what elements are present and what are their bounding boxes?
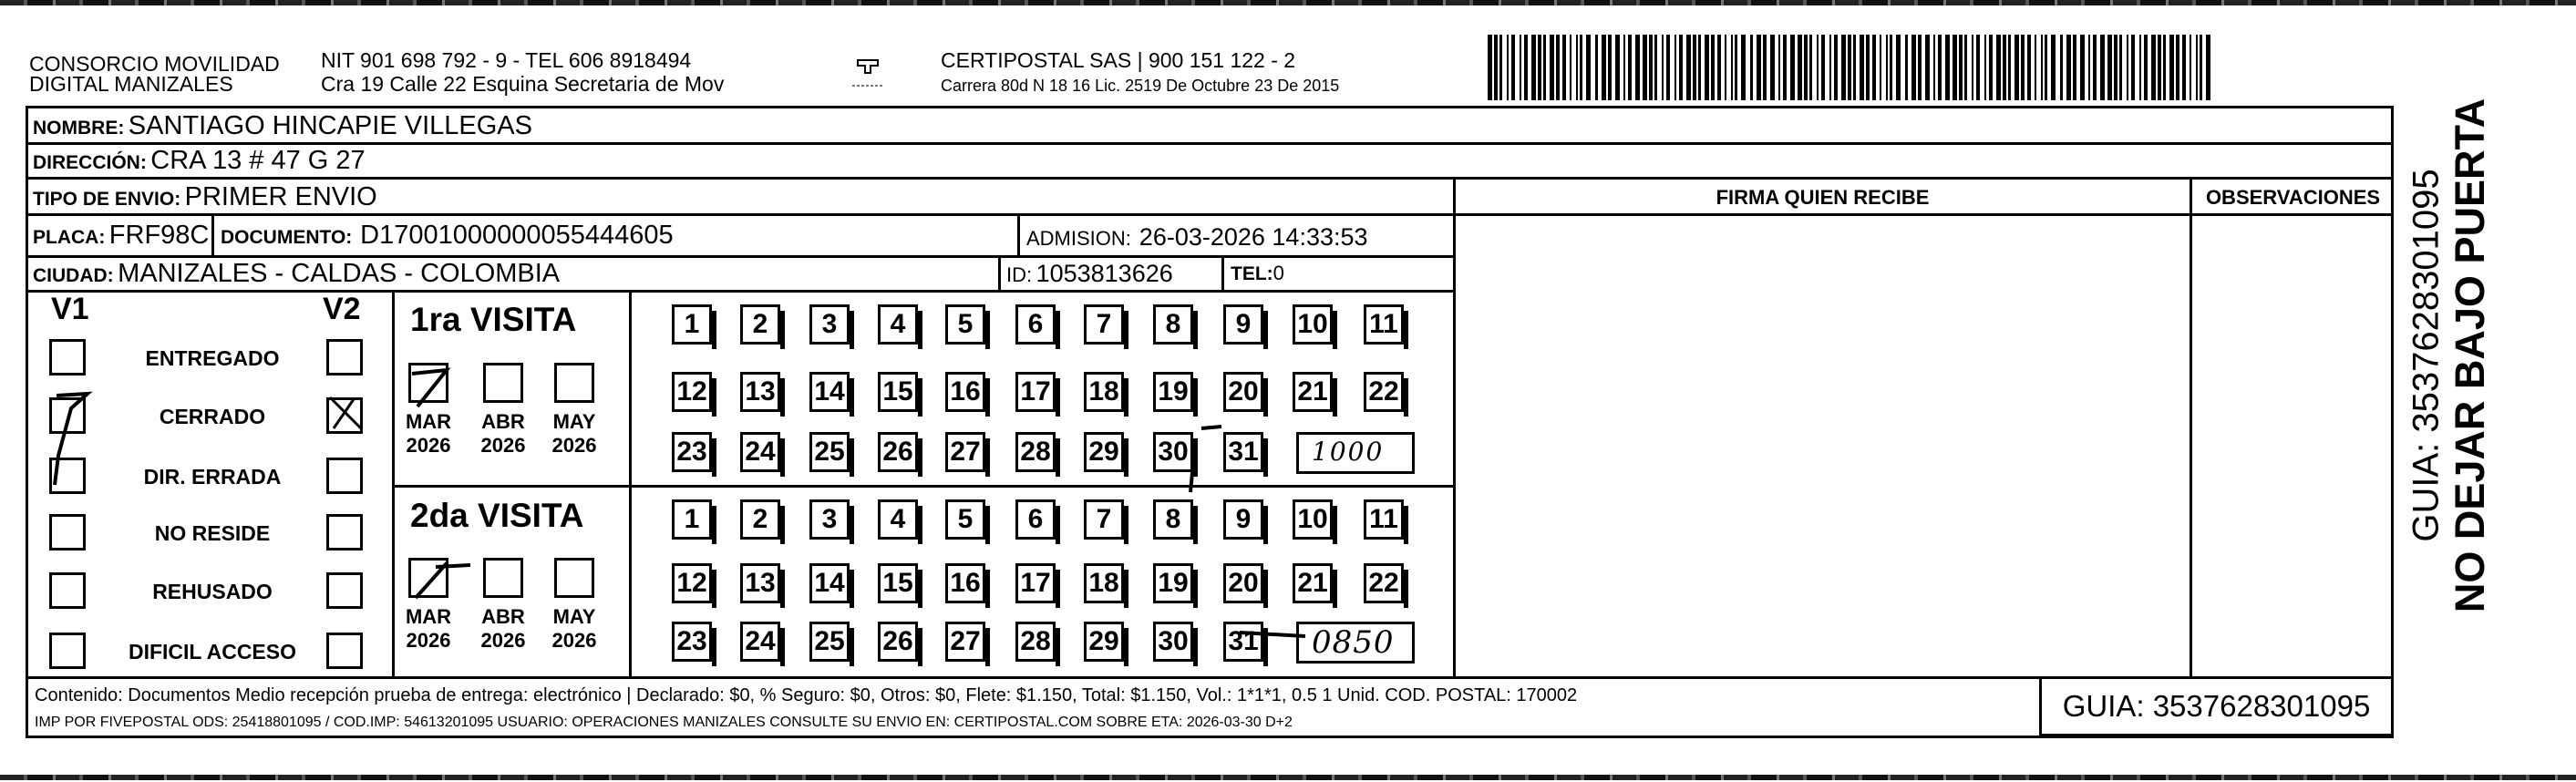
barcode-bar [1580,35,1582,100]
visit1-day-box[interactable]: 9 [1223,304,1263,345]
barcode-bar [1783,35,1787,100]
month-year: 2026 [406,629,451,652]
visit2-day-box[interactable]: 13 [740,563,780,603]
barcode-bar [1686,35,1691,100]
id-value: 1053813626 [1036,260,1173,287]
side-guia-number: GUIA: 3537628301095 [2406,169,2447,542]
barcode-bar [1499,35,1502,100]
visit2-day-box[interactable]: 9 [1223,499,1263,540]
visit1-day-box[interactable]: 18 [1084,372,1124,412]
v2-checkbox[interactable] [326,339,363,376]
company-address: Cra 19 Calle 22 Esquina Secretaria de Mov [321,72,725,96]
barcode-bar [1556,35,1560,100]
visit2-day-box[interactable]: 8 [1153,499,1193,540]
observaciones-header: OBSERVACIONES [2205,186,2381,209]
barcode-bar [1698,35,1701,100]
visit2-day-box[interactable]: 2 [740,499,780,540]
barcode-bar [1829,35,1831,100]
nombre-row [33,111,532,145]
barcode-bar [2066,35,2071,100]
firma-header: FIRMA QUIEN RECIBE [1716,186,1930,209]
barcode-bar [2196,35,2198,100]
barcode-bar [1959,35,1963,100]
ciudad-label: CIUDAD: [33,265,114,286]
barcode-bar [1905,35,1908,100]
status-label: NO RESIDE [154,521,271,545]
visit2-day-box[interactable]: 3 [809,499,850,540]
visit1-day-box[interactable]: 26 [878,432,918,472]
barcode-bar [1809,35,1812,100]
month-label [473,410,533,458]
visit2-day-box[interactable]: 26 [878,622,918,662]
visit2-day-box[interactable]: 14 [809,563,850,603]
barcode-bar [1866,35,1870,100]
barcode-bar [1595,35,1598,100]
month-year: 2026 [480,629,526,652]
visit1-time-box[interactable] [1296,432,1415,474]
barcode-bar [1520,35,1521,100]
barcode-bar [2008,35,2011,100]
month-checkbox[interactable] [554,363,594,403]
divider [26,177,2394,180]
barcode-bar [1538,35,1541,100]
barcode-bar [1984,35,1986,100]
tel-cell [1231,259,1284,291]
visit1-day-box[interactable]: 5 [945,304,985,345]
placa-cell [33,221,209,254]
barcode-bar [2206,35,2210,100]
tipo-envio-label: TIPO DE ENVIO: [33,189,181,210]
barcode-bar [1693,35,1696,100]
barcode-bar [2041,35,2043,100]
barcode-bar [1896,35,1901,100]
barcode-bar [2093,35,2097,100]
status-label: ENTREGADO [145,346,280,370]
divider [629,290,632,676]
barcode-bar [1918,35,1922,100]
barcode-bar [1662,35,1664,100]
barcode-bar [2169,35,2174,100]
month-label [398,605,459,653]
visit2-day-box[interactable]: 20 [1223,563,1263,603]
barcode-bar [2200,35,2202,100]
visit1-day-box[interactable]: 23 [672,432,712,472]
barcode-bar [1880,35,1881,100]
barcode-bar [1798,35,1802,100]
barcode-bar [1488,35,1492,100]
barcode-bar [1890,35,1892,100]
barcode-bar [2088,35,2090,100]
visit2-day-box[interactable]: 11 [1364,499,1404,540]
observations-area[interactable] [2192,216,2394,676]
barcode-bar [1570,35,1571,100]
barcode-bar [1804,35,1808,100]
id-label: ID: [1006,263,1033,286]
visit2-day-box[interactable]: 6 [1015,499,1056,540]
barcode-bar [1643,35,1647,100]
top-tear-edge [0,0,2576,5]
month-label [544,605,604,653]
barcode-bar [2003,35,2006,100]
month-year: 2026 [551,434,597,457]
barcode-bar [1649,35,1653,100]
divider [392,485,1455,488]
barcode-bar [1623,35,1625,100]
barcode-bar [1972,35,1973,100]
visit1-day-box[interactable]: 17 [1015,372,1056,412]
v2-checkbox[interactable] [326,633,363,669]
barcode-bar [1608,35,1612,100]
month-label [473,605,533,653]
visit2-day-box[interactable]: 12 [672,563,712,603]
visit2-day-box[interactable]: 16 [945,563,985,603]
ciudad-row [33,259,560,293]
visit1-day-box[interactable]: 6 [1015,304,1056,345]
visit1-day-box[interactable]: 13 [740,372,780,412]
barcode-bar [2080,35,2085,100]
visit2-day-box[interactable]: 18 [1084,563,1124,603]
barcode-bar [1494,35,1498,100]
nombre-value: SANTIAGO HINCAPIE VILLEGAS [128,111,532,140]
barcode-bar [1711,35,1715,100]
barcode-bar [1953,35,1957,100]
barcode-bar [1531,35,1536,100]
visit1-day-box[interactable]: 24 [740,432,780,472]
barcode-bar [2119,35,2122,100]
barcode-bar [2176,35,2179,100]
visit2-day-box[interactable]: 27 [945,622,985,662]
placa-value: FRF98C [108,221,210,250]
documento-label: DOCUMENTO: [221,227,353,248]
barcode-bar [1989,35,1993,100]
company-nit: NIT 901 698 792 - 9 - TEL 606 8918494 [321,48,692,72]
barcode-bar [1911,35,1916,100]
visit2-day-box[interactable]: 24 [740,622,780,662]
barcode-bar [1543,35,1546,100]
admision-value: 26-03-2026 14:33:53 [1139,223,1368,251]
visit1-day-box[interactable]: 8 [1153,304,1193,345]
barcode-bar [1602,35,1606,100]
visit2-day-box[interactable]: 19 [1153,563,1193,603]
barcode-bar [1933,35,1935,100]
barcode-bar [1778,35,1780,100]
barcode-bar [2163,35,2166,100]
visit2-day-box[interactable]: 28 [1015,622,1056,662]
v2-checkbox[interactable] [326,458,363,494]
v2-checkbox[interactable] [326,572,363,609]
visit1-time-handwritten: 1000 [1312,437,1385,467]
barcode-bar [1735,35,1737,100]
barcode-bar [1964,35,1967,100]
barcode-bar [2190,35,2191,100]
visit1-day-box[interactable]: 29 [1084,432,1124,472]
visit1-day-box[interactable]: 15 [878,372,918,412]
courier-address: Carrera 80d N 18 16 Lic. 2519 De Octubre 23 De 2015 [941,77,1340,95]
v2-header: V2 [323,292,361,326]
visit1-day-box[interactable]: 12 [672,372,712,412]
visit1-day-box[interactable]: 3 [809,304,850,345]
barcode-bar [1666,35,1670,100]
visit2-day-box[interactable]: 25 [809,622,850,662]
visit1-day-box[interactable]: 21 [1293,372,1333,412]
divider [392,290,395,676]
month-name: MAY [552,410,596,433]
visit1-day-box[interactable]: 27 [945,432,985,472]
no-dejar-warning: NO DEJAR BAJO PUERTA [2447,98,2493,613]
visit2-time-box[interactable] [1296,622,1415,664]
barcode-bar [1562,35,1566,100]
barcode-bar [1507,35,1509,100]
barcode-bar [1853,35,1856,100]
barcode-bar [2158,35,2161,100]
barcode-bar [1705,35,1709,100]
barcode-bar [2045,35,2047,100]
barcode-bar [1925,35,1930,100]
visit1-day-box[interactable]: 25 [809,432,850,472]
barcode-bar [2060,35,2063,100]
v1-header: V1 [51,292,89,326]
barcode-bar [1524,35,1528,100]
barcode-bar [1576,35,1578,100]
month-label [398,410,459,458]
visit2-day-box[interactable]: 31 [1223,622,1263,662]
month-year: 2026 [406,434,451,457]
visit2-day-box[interactable]: 15 [878,563,918,603]
barcode-bar [2114,35,2117,100]
barcode-bar [2051,35,2056,100]
barcode-bar [1996,35,2001,100]
barcode-bar [1976,35,1980,100]
barcode-bar [2127,35,2128,100]
barcode-bar [1872,35,1876,100]
month-checkbox[interactable] [483,558,523,598]
month-checkbox[interactable] [554,558,594,598]
visit1-day-box[interactable]: 16 [945,372,985,412]
barcode-bar [2027,35,2031,100]
visit1-day-box[interactable]: 14 [809,372,850,412]
barcode-bar [2100,35,2105,100]
month-checkbox[interactable] [408,363,448,403]
visit2-day-box[interactable]: 10 [1293,499,1333,540]
barcode-bar [2182,35,2186,100]
visit1-day-box[interactable]: 2 [740,304,780,345]
barcode-bar [1834,35,1838,100]
company-name-line1: CONSORCIO MOVILIDAD [29,52,280,76]
barcode-bar [1731,35,1733,100]
visit1-day-box[interactable]: 19 [1153,372,1193,412]
id-cell [1006,259,1173,293]
barcode-bar [1628,35,1632,100]
month-name: ABR [481,605,525,628]
v2-checkbox[interactable] [326,514,363,550]
imp-text: IMP POR FIVEPOSTAL ODS: 25418801095 / COD.IMP: 54613201095 USUARIO: OPERACIONES MANIZALES CONSULTE SU ENVIO EN: CERTIPOSTAL.COM SOBRE ETA: 2026-03-30 D+2 [35,715,1293,730]
barcode-bar [2073,35,2076,100]
month-year: 2026 [480,434,526,457]
v2-checkbox[interactable] [326,397,363,434]
barcode-bar [1674,35,1676,100]
tipo-envio-value: PRIMER ENVIO [184,182,377,211]
visit2-day-box[interactable]: 4 [878,499,918,540]
barcode-bar [2021,35,2025,100]
status-label: DIR. ERRADA [143,465,282,489]
placa-label: PLACA: [33,227,106,248]
barcode-bar [2107,35,2112,100]
month-checkbox[interactable] [483,363,523,403]
visit1-day-box[interactable]: 7 [1084,304,1124,345]
barcode-bar [1741,35,1746,100]
barcode-bar [1938,35,1942,100]
divider [1017,213,1020,255]
barcode-bar [1654,35,1657,100]
visit1-day-box[interactable]: 22 [1364,372,1404,412]
visit1-day-box[interactable]: 11 [1364,304,1404,345]
barcode-bar [1615,35,1620,100]
barcode-bar [1750,35,1753,100]
barcode-bar [1817,35,1819,100]
tel-value: 0 [1273,262,1284,284]
visit2-day-box[interactable]: 5 [945,499,985,540]
tel-label: TEL: [1231,263,1273,284]
barcode-bar [2144,35,2148,100]
month-name: MAR [405,605,452,628]
barcode-image [1488,35,2217,100]
visit1-day-box[interactable]: 1 [672,304,712,345]
barcode-bar [1635,35,1640,100]
tipo-envio-row [33,182,377,216]
barcode-bar [1550,35,1554,100]
contenido-text: Contenido: Documentos Medio recepción prueba de entrega: electrónico | Declarado: $0, % Seguro: $0, Otros: $0, Flete: $1.150, Total: $1.150, Vol.: 1*1*1, 0.5 1 Unid. COD. POSTAL: 170002 [35,685,1578,705]
barcode-bar [1821,35,1825,100]
barcode-bar [1757,35,1761,100]
barcode-bar [2035,35,2036,100]
signature-area[interactable] [1456,216,2190,676]
visit1-day-box[interactable]: 10 [1293,304,1333,345]
admision-cell [1026,222,1368,256]
documento-value: D17001000000055444605 [360,221,674,250]
barcode-bar [1886,35,1888,100]
month-year: 2026 [551,629,597,652]
barcode-bar [1841,35,1846,100]
barcode-bar [1511,35,1515,100]
direccion-label: DIRECCIÓN: [33,152,147,173]
barcode-bar [1679,35,1683,100]
status-label: CERRADO [159,405,266,428]
direccion-value: CRA 13 # 47 G 27 [150,146,366,175]
visit2-day-box[interactable]: 1 [672,499,712,540]
barcode-bar [1848,35,1851,100]
divider [998,255,1001,290]
month-name: MAR [405,410,452,433]
barcode-bar [2014,35,2019,100]
month-name: MAY [552,605,596,628]
barcode-bar [2131,35,2135,100]
barcode-bar [1790,35,1795,100]
barcode-bar [1860,35,1864,100]
visit2-day-box[interactable]: 17 [1015,563,1056,603]
visit2-day-box[interactable]: 22 [1364,563,1404,603]
visit1-title: 1ra VISITA [410,301,577,338]
admision-label: ADMISION: [1026,227,1131,250]
bottom-tear-edge [0,775,2576,780]
visit1-day-box[interactable]: 31 [1223,432,1263,472]
barcode-bar [1717,35,1721,100]
divider [1221,255,1224,290]
visit1-day-box[interactable]: 20 [1223,372,1263,412]
company-name-line2: DIGITAL MANIZALES [29,72,233,96]
barcode-bar [1770,35,1775,100]
nombre-label: NOMBRE: [33,118,125,139]
barcode-bar [1945,35,1950,100]
status-label: DIFICIL ACCESO [128,640,296,664]
direccion-row [33,146,366,180]
guia-number-box: GUIA: 3537628301095 [2039,676,2394,736]
month-name: ABR [481,410,525,433]
documento-cell [221,221,674,254]
status-label: REHUSADO [152,580,273,603]
visit1-day-box[interactable]: 30 [1153,432,1193,472]
barcode-bar [1763,35,1767,100]
visit2-title: 2da VISITA [410,497,584,534]
barcode-bar [2151,35,2156,100]
visit2-day-box[interactable]: 29 [1084,622,1124,662]
courier-logo-icon [852,53,885,94]
month-checkbox[interactable] [408,558,448,598]
visit2-day-box[interactable]: 7 [1084,499,1124,540]
visit2-day-box[interactable]: 21 [1293,563,1333,603]
visit2-time-handwritten: 0850 [1312,624,1395,661]
visit2-day-box[interactable]: 30 [1153,622,1193,662]
visit1-day-box[interactable]: 4 [878,304,918,345]
ciudad-value: MANIZALES - CALDAS - COLOMBIA [118,259,561,288]
barcode-bar [1586,35,1591,100]
month-label [544,410,604,458]
courier-name: CERTIPOSTAL SAS | 900 151 122 - 2 [941,48,1296,72]
visit1-day-box[interactable]: 28 [1015,432,1056,472]
visit2-day-box[interactable]: 23 [672,622,712,662]
barcode-bar [1725,35,1726,100]
barcode-bar [2139,35,2141,100]
divider [211,213,214,255]
